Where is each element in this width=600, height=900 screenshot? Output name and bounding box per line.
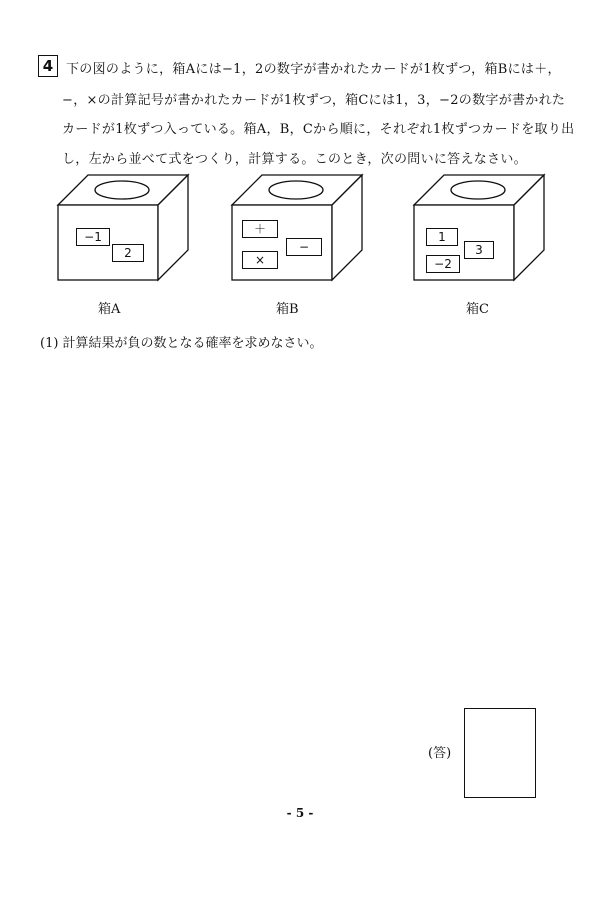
subquestion-1: (1) 計算結果が負の数となる確率を求めなさい。 xyxy=(40,336,323,351)
box-a-figure xyxy=(58,175,188,285)
card-b-plus: ＋ xyxy=(242,220,278,238)
question-text-line-1: 下の図のように，箱Aには−1，2の数字が書かれたカードが1枚ずつ，箱Bには＋， xyxy=(66,62,561,77)
answer-label: (答) xyxy=(428,746,452,761)
card-b-times: × xyxy=(242,251,278,269)
answer-box[interactable] xyxy=(464,708,536,798)
card-a-1: −1 xyxy=(76,228,110,246)
card-c-1: 1 xyxy=(426,228,458,246)
page-number: - 5 - xyxy=(286,806,314,820)
box-b-label: 箱B xyxy=(276,302,299,317)
box-c-figure xyxy=(414,175,544,285)
card-c-3: 3 xyxy=(464,241,494,259)
box-c-label: 箱C xyxy=(466,302,489,317)
question-number: 4 xyxy=(38,55,58,77)
question-text-line-3: カードが1枚ずつ入っている。箱A，B，Cから順に，それぞれ1枚ずつカードを取り出 xyxy=(62,122,575,137)
box-b-figure xyxy=(232,175,362,285)
question-text-line-2: −，×の計算記号が書かれたカードが1枚ずつ，箱Cには1，3，−2の数字が書かれた xyxy=(62,93,566,108)
box-a-label: 箱A xyxy=(98,302,121,317)
card-a-2: 2 xyxy=(112,244,144,262)
card-b-minus: − xyxy=(286,238,322,256)
card-c-neg2: −2 xyxy=(426,255,460,273)
question-text-line-4: し，左から並べて式をつくり，計算する。このとき，次の問いに答えなさい。 xyxy=(62,152,527,167)
